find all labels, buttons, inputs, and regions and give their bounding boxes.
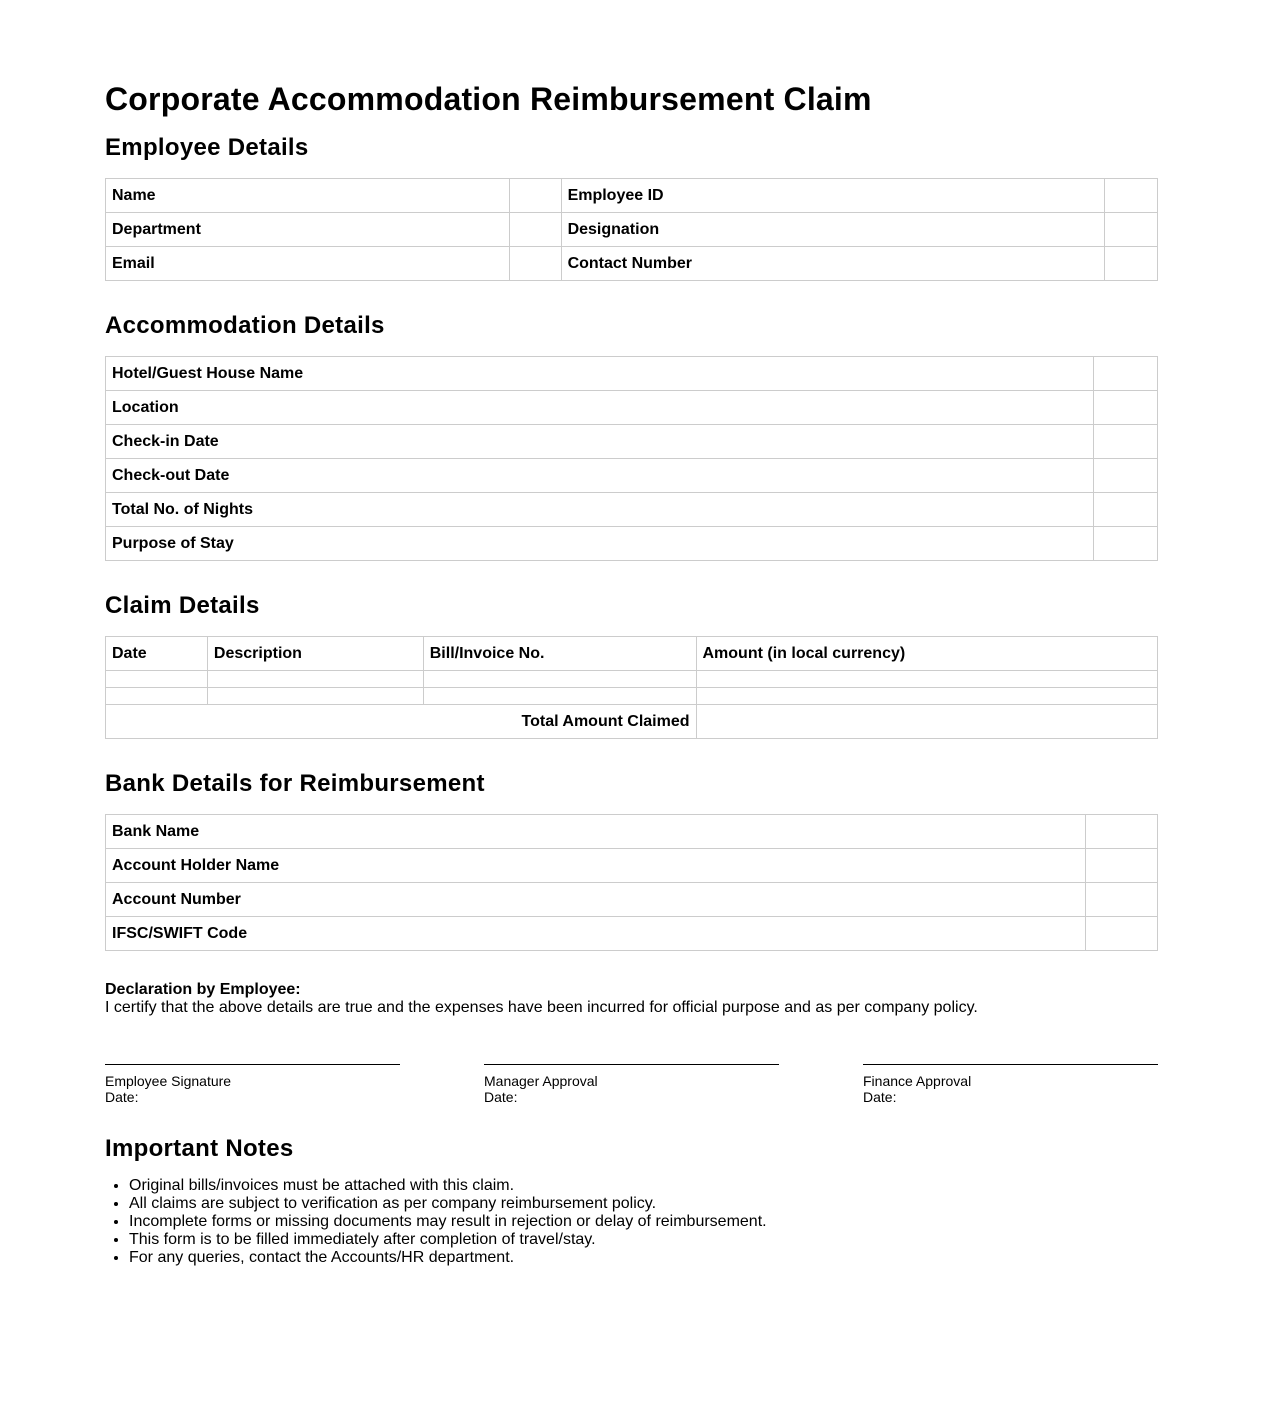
employee-id-field[interactable]	[1105, 179, 1158, 213]
table-row	[106, 815, 1158, 849]
table-row	[106, 247, 1158, 281]
table-row	[106, 883, 1158, 917]
department-field[interactable]	[509, 213, 561, 247]
name-label: Name	[106, 179, 510, 213]
check-in-field[interactable]	[1094, 425, 1158, 459]
list-item: • Original bills/invoices must be attached with this claim.	[129, 1177, 1158, 1195]
bank-name-label: Bank Name	[106, 815, 1086, 849]
check-out-label: Check-out Date	[106, 459, 1094, 493]
employee-details-table	[105, 178, 1158, 281]
claim-date-cell[interactable]	[106, 671, 208, 688]
hotel-name-label: Hotel/Guest House Name	[106, 357, 1094, 391]
employee-details-heading: Employee Details	[105, 134, 309, 161]
employee-signature-label: Employee Signature	[105, 1073, 232, 1089]
important-notes-heading: Important Notes	[105, 1135, 294, 1162]
table-row	[106, 849, 1158, 883]
claim-details-heading: Claim Details	[105, 592, 260, 619]
page-title: Corporate Accommodation Reimbursement Claim	[105, 81, 872, 117]
ifsc-swift-label: IFSC/SWIFT Code	[106, 917, 1086, 951]
declaration-title: Declaration by Employee:	[105, 981, 301, 998]
nights-label: Total No. of Nights	[106, 493, 1094, 527]
claim-details-table	[105, 636, 1158, 739]
manager-approval-line[interactable]	[484, 1064, 779, 1065]
name-field[interactable]	[509, 179, 561, 213]
ifsc-swift-field[interactable]	[1086, 917, 1158, 951]
account-holder-field[interactable]	[1086, 849, 1158, 883]
finance-approval-date: Date:	[863, 1089, 897, 1105]
account-holder-label: Account Holder Name	[106, 849, 1086, 883]
claim-amount-cell[interactable]	[696, 688, 1158, 705]
claim-description-cell[interactable]	[207, 671, 423, 688]
location-label: Location	[106, 391, 1094, 425]
designation-field[interactable]	[1105, 213, 1158, 247]
signature-row	[105, 1064, 1158, 1105]
finance-approval-block	[863, 1064, 1158, 1105]
contact-number-field[interactable]	[1105, 247, 1158, 281]
claim-invoice-cell[interactable]	[423, 688, 696, 705]
column-header-invoice: Bill/Invoice No.	[423, 637, 696, 671]
bank-name-field[interactable]	[1086, 815, 1158, 849]
column-header-amount: Amount (in local currency)	[696, 637, 1158, 671]
table-row	[106, 688, 1158, 705]
finance-approval-label: Finance Approval	[863, 1073, 972, 1089]
column-header-date: Date	[106, 637, 208, 671]
bank-details-heading: Bank Details for Reimbursement	[105, 770, 485, 797]
location-field[interactable]	[1094, 391, 1158, 425]
purpose-label: Purpose of Stay	[106, 527, 1094, 561]
table-row	[106, 459, 1158, 493]
manager-approval-label: Manager Approval	[484, 1073, 598, 1089]
department-label: Department	[106, 213, 510, 247]
total-amount-field[interactable]	[696, 705, 1158, 739]
list-item: • For any queries, contact the Accounts/HR department.	[129, 1249, 1158, 1267]
table-row	[106, 391, 1158, 425]
accommodation-details-heading: Accommodation Details	[105, 312, 385, 339]
employee-signature-date: Date:	[105, 1089, 139, 1105]
table-header-row	[106, 637, 1158, 671]
list-item: • This form is to be filled immediately after completion of travel/stay.	[129, 1231, 1158, 1249]
manager-approval-block	[484, 1064, 779, 1105]
claim-invoice-cell[interactable]	[423, 671, 696, 688]
account-number-field[interactable]	[1086, 883, 1158, 917]
declaration-text: I certify that the above details are true and the expenses have been incurred for official purpose and as per company policy.	[105, 999, 978, 1016]
table-row	[106, 213, 1158, 247]
table-row	[106, 671, 1158, 688]
table-row	[106, 179, 1158, 213]
total-amount-label: Total Amount Claimed	[106, 705, 697, 739]
nights-field[interactable]	[1094, 493, 1158, 527]
accommodation-details-table	[105, 356, 1158, 561]
table-row	[106, 493, 1158, 527]
account-number-label: Account Number	[106, 883, 1086, 917]
claim-date-cell[interactable]	[106, 688, 208, 705]
claim-description-cell[interactable]	[207, 688, 423, 705]
table-row	[106, 527, 1158, 561]
bank-details-table	[105, 814, 1158, 951]
list-item: • All claims are subject to verification as per company reimbursement policy.	[129, 1195, 1158, 1213]
email-label: Email	[106, 247, 510, 281]
list-item: • Incomplete forms or missing documents may result in rejection or delay of reimbursement.	[129, 1213, 1158, 1231]
finance-approval-line[interactable]	[863, 1064, 1158, 1065]
notes-list	[105, 1177, 1158, 1267]
table-row	[106, 357, 1158, 391]
designation-label: Designation	[561, 213, 1104, 247]
manager-approval-date: Date:	[484, 1089, 518, 1105]
contact-number-label: Contact Number	[561, 247, 1104, 281]
check-out-field[interactable]	[1094, 459, 1158, 493]
employee-id-label: Employee ID	[561, 179, 1104, 213]
total-row	[106, 705, 1158, 739]
purpose-field[interactable]	[1094, 527, 1158, 561]
check-in-label: Check-in Date	[106, 425, 1094, 459]
employee-signature-block	[105, 1064, 400, 1105]
claim-amount-cell[interactable]	[696, 671, 1158, 688]
table-row	[106, 425, 1158, 459]
table-row	[106, 917, 1158, 951]
hotel-name-field[interactable]	[1094, 357, 1158, 391]
email-field[interactable]	[509, 247, 561, 281]
employee-signature-line[interactable]	[105, 1064, 400, 1065]
column-header-description: Description	[207, 637, 423, 671]
